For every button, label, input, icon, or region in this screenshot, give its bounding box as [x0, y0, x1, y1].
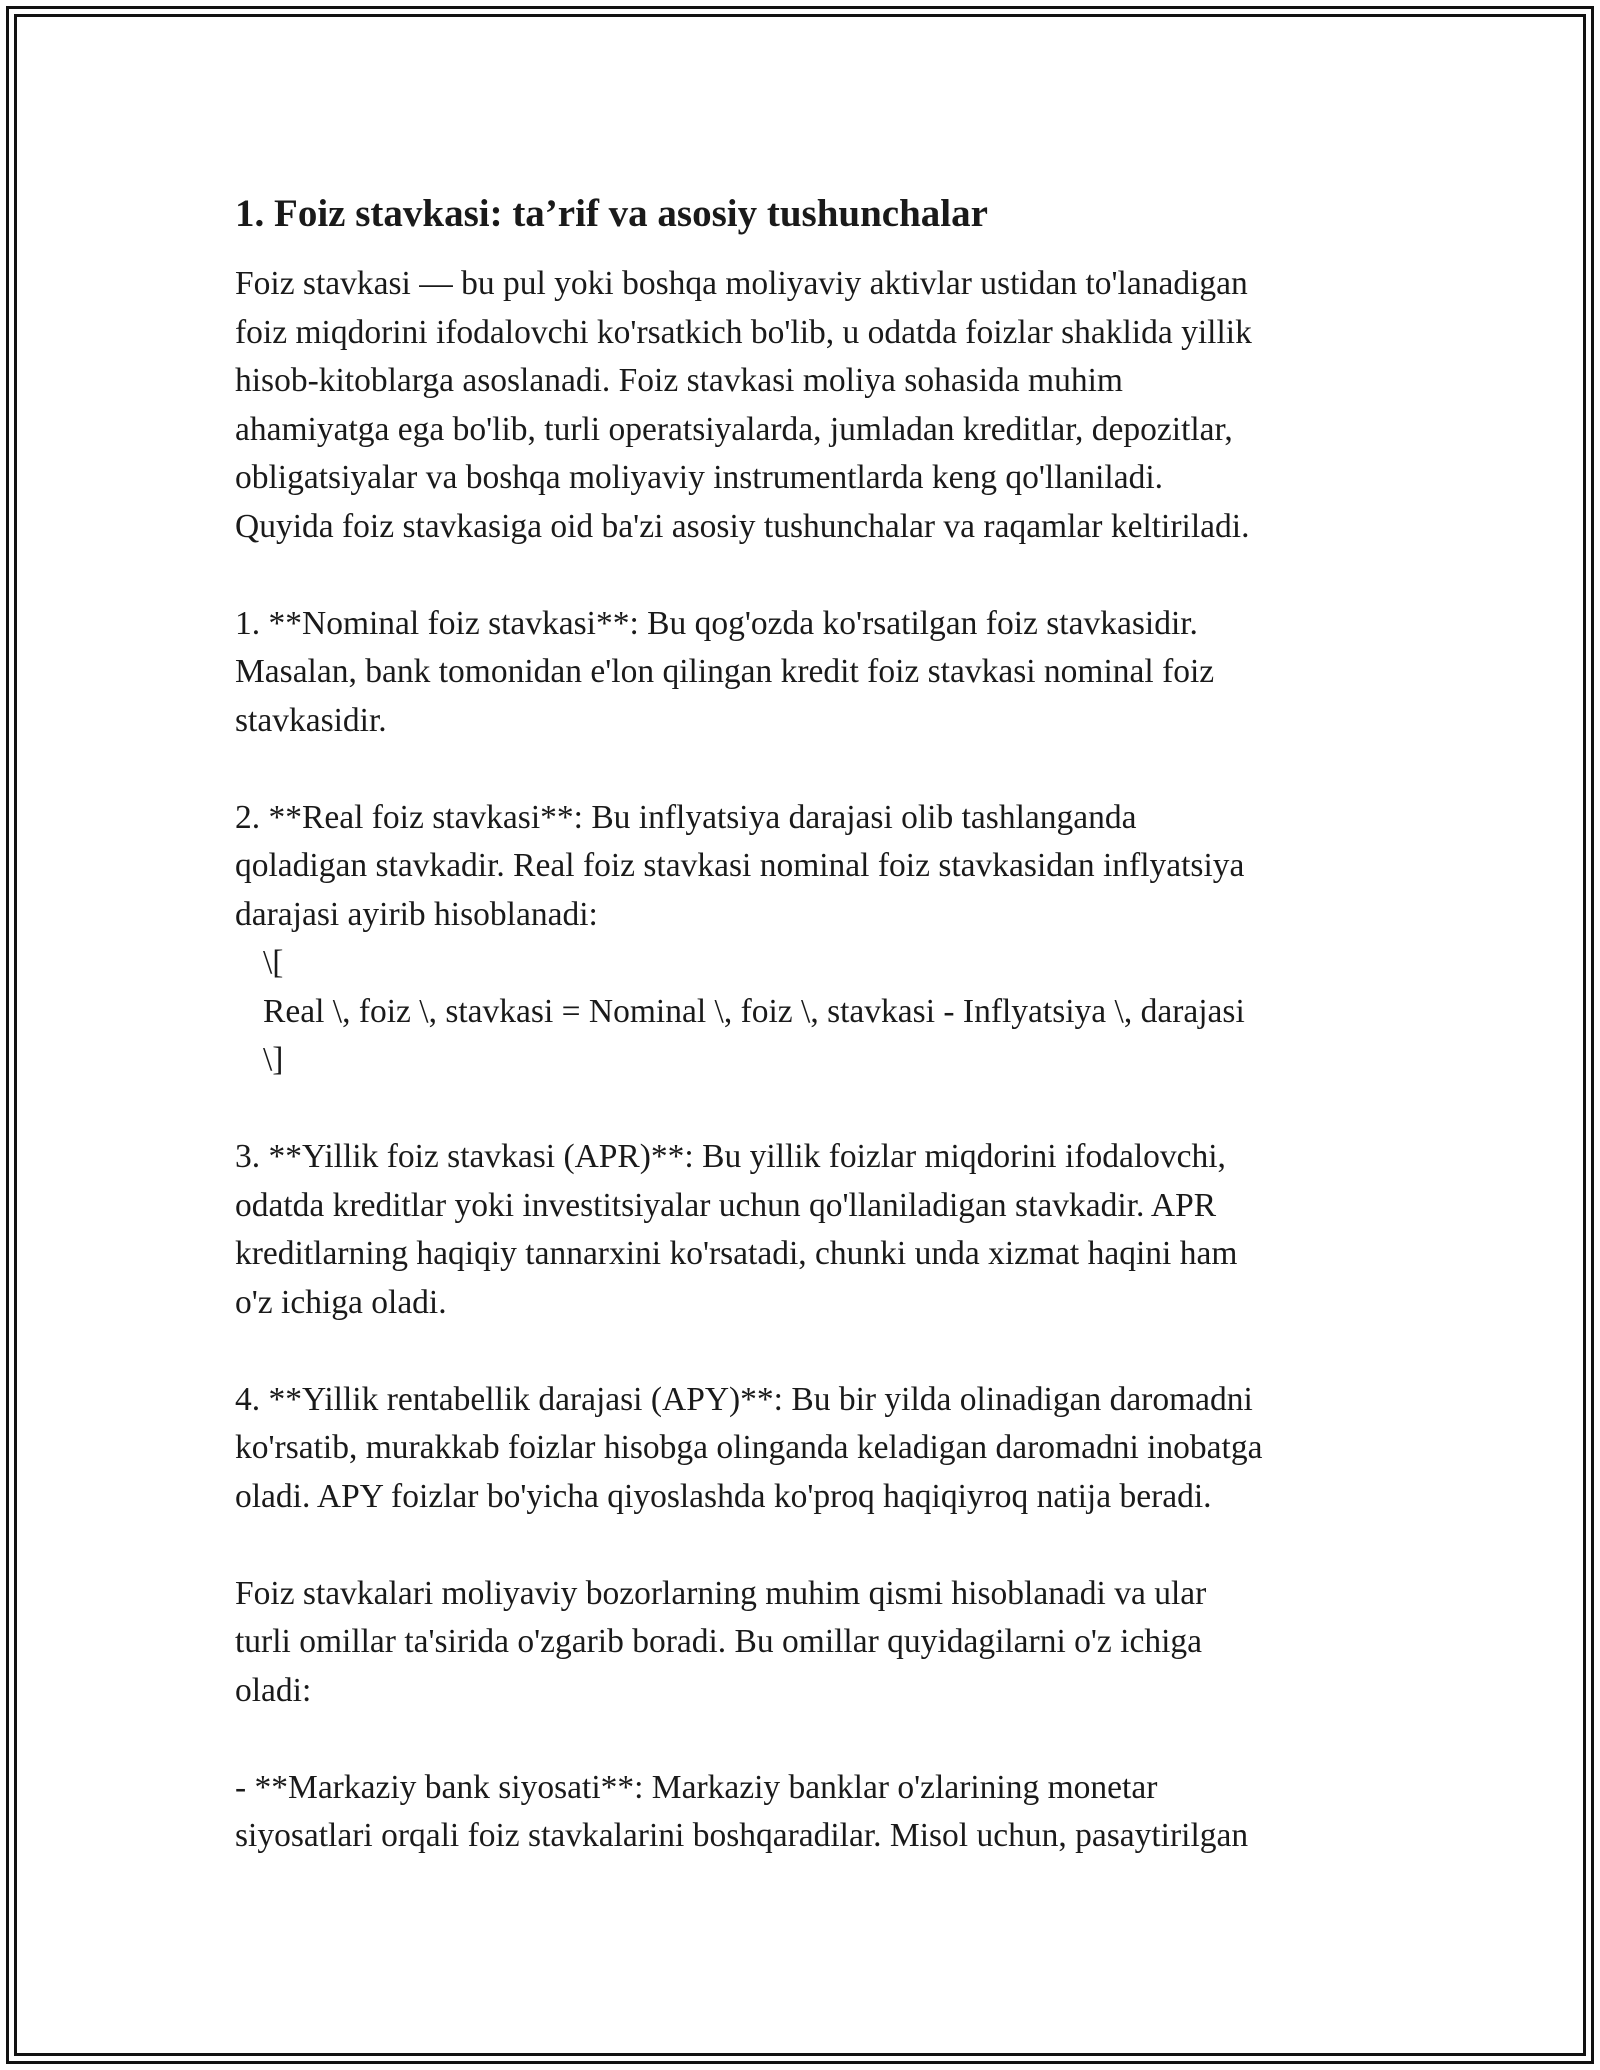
text-line: oladi. APY foizlar bo'yicha qiyoslashda ko'proq haqiqiyroq natija beradi. [235, 1477, 1212, 1515]
intro-paragraph [235, 260, 1365, 551]
text-line: - **Markaziy bank siyosati**: Markaziy banklar o'zlarining monetar [235, 1768, 1158, 1806]
text-line: 3. **Yillik foiz stavkasi (APR)**: Bu yillik foizlar miqdorini ifodalovchi, [235, 1138, 1226, 1175]
text-line: stavkasidir. [235, 701, 387, 739]
factors-paragraph [235, 1570, 1365, 1716]
text-line: darajasi ayirib hisoblanadi: [235, 895, 598, 933]
text-line: obligatsiyalar va boshqa moliyaviy instrumentlarda keng qo'llaniladi. [235, 459, 1164, 496]
text-line: kreditlarning haqiqiy tannarxini ko'rsatadi, chunki unda xizmat haqini ham [235, 1235, 1238, 1272]
text-line: odatda kreditlar yoki investitsiyalar uchun qo'llaniladigan stavkadir. APR [235, 1186, 1217, 1224]
text-line: oladi: [235, 1671, 312, 1709]
text-line: ko'rsatib, murakkab foizlar hisobga olinganda keladigan daromadni inobatga [235, 1429, 1263, 1466]
text-line: Quyida foiz stavkasiga oid ba'zi asosiy tushunchalar va raqamlar keltiriladi. [235, 507, 1250, 545]
text-line: 1. **Nominal foiz stavkasi**: Bu qog'ozda ko'rsatilgan foiz stavkasidir. [235, 604, 1198, 642]
text-line: hisob-kitoblarga asoslanadi. Foiz stavkasi moliya sohasida muhim [235, 362, 1123, 399]
list-item-apy [235, 1376, 1365, 1522]
list-item-nominal-rate [235, 600, 1365, 746]
text-line: Foiz stavkalari moliyaviy bozorlarning muhim qismi hisoblanadi va ular [235, 1574, 1207, 1612]
formula-body: Real \, foiz \, stavkasi = Nominal \, foiz \, stavkasi - Inflyatsiya \, darajasi [263, 992, 1245, 1030]
text-line: o'z ichiga oladi. [235, 1283, 447, 1321]
text-line: Foiz stavkasi — bu pul yoki boshqa moliyaviy aktivlar ustidan to'lanadigan [235, 265, 1248, 302]
bullet-central-bank [235, 1764, 1365, 1861]
formula-close: \] [263, 1041, 284, 1078]
text-line: qoladigan stavkadir. Real foiz stavkasi nominal foiz stavkasidan inflyatsiya [235, 847, 1245, 884]
formula-open: \[ [263, 944, 284, 981]
list-item-real-rate [235, 794, 1365, 1085]
text-line: ahamiyatga ega bo'lib, turli operatsiyalarda, jumladan kreditlar, depozitlar, [235, 410, 1233, 448]
list-item-apr [235, 1133, 1365, 1327]
document-body [235, 188, 1365, 1909]
text-line: turli omillar ta'sirida o'zgarib boradi. Bu omillar quyidagilarni o'z ichiga [235, 1623, 1203, 1660]
text-line: Masalan, bank tomonidan e'lon qilingan kredit foiz stavkasi nominal foiz [235, 653, 1215, 690]
section-heading: 1. Foiz stavkasi: ta’rif va asosiy tushunchalar [235, 192, 988, 235]
text-line: 4. **Yillik rentabellik darajasi (APY)**: Bu bir yilda olinadigan daromadni [235, 1380, 1253, 1418]
text-line: 2. **Real foiz stavkasi**: Bu inflyatsiya darajasi olib tashlanganda [235, 798, 1137, 836]
text-line: siyosatlari orqali foiz stavkalarini boshqaradilar. Misol uchun, pasaytirilgan [235, 1817, 1249, 1854]
text-line: foiz miqdorini ifodalovchi ko'rsatkich bo'lib, u odatda foizlar shaklida yillik [235, 313, 1252, 351]
